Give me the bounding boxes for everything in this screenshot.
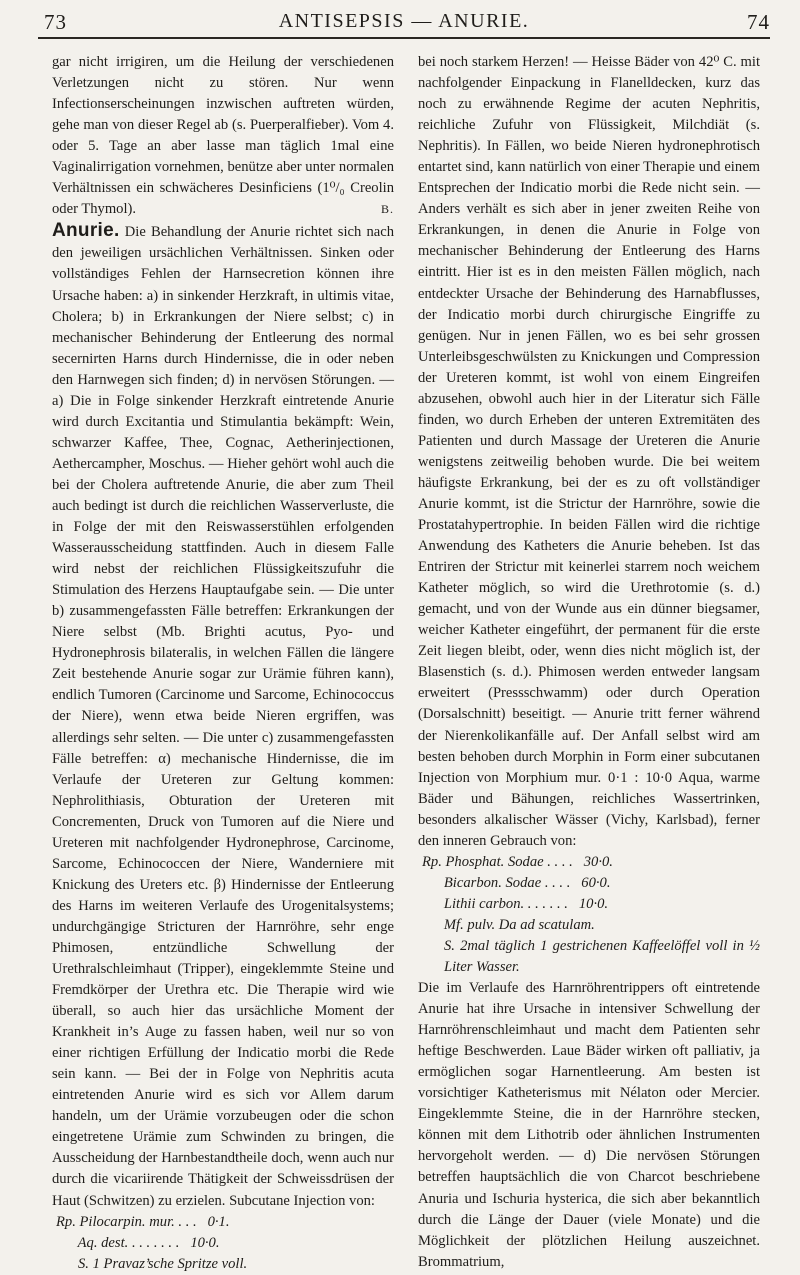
- rx-signa: S. 2mal täglich 1 gestrichenen Kaffeelöffel voll in ½ Liter Wasser.: [444, 937, 760, 976]
- page-header: [38, 4, 770, 34]
- header-rule: [38, 37, 770, 39]
- right-column: [418, 52, 760, 1273]
- author-signature: B.: [380, 202, 394, 217]
- page-number-left: 73: [44, 10, 67, 34]
- section-heading: Anurie.: [52, 220, 120, 242]
- paragraph-anurie: [52, 220, 394, 1211]
- rx-line: Rp. Phosphat. Sodae . . . . 30·0.: [422, 853, 613, 870]
- page-number-right: 74: [747, 10, 770, 34]
- rx-line: Mf. pulv. Da ad scatulam.: [422, 916, 595, 933]
- prescription-2: [418, 852, 760, 978]
- intro-text: gar nicht irrigiren, um die Heilung der verschiedenen Verletzungen nicht zu stören. Nur wenn Infectionserscheinungen inzwischen auftreten würden, gehe man von dieser Regel ab (s. Puerperalfieber). Vom 4. oder 5. Tage an aber lasse man täglich 1mal eine Vaginalirrigation vornehmen, benütze aber unter normalen Verhältnissen ein schwächeres Desinficiens (1⁰/₀ Creolin oder Thymol).: [52, 54, 395, 218]
- rx-line: Rp. Pilocarpin. mur. . . . 0·1.: [56, 1213, 230, 1230]
- left-column: [52, 52, 394, 1275]
- prescription-1: [52, 1212, 394, 1275]
- paragraph-right-2: Die im Verlaufe des Harnröhrentrippers oft eintretende Anurie hat ihre Ursache in intensiver Schwellung der Harnröhrenschleimhaut und macht dem Patienten sehr heftige Beschwerden. Laue Bäder wirken oft palliativ, ja ermöglichen sogar Harnentleerung. Am besten ist vorsichtiger Katheterismus mit Nélaton oder Mercier. Eingeklemmte Steine, die in der Harnröhre stecken, können mit dem Lithotrib oder ähnlichen Instrumenten hervorgeholt werden. — d) Die nervösen Störungen betreffen hauptsächlich die von Charcot beschriebene Anuria und Ischuria hysterica, die sich aber bekanntlich durch die Länge der Dauer (viele Monate) und die Möglichkeit der plötzlichen Heilung auszeichnet. Brommatrium,: [418, 980, 760, 1270]
- anurie-body: Die Behandlung der Anurie richtet sich nach den jeweiligen ursächlichen Verhältnissen. Sinken oder vollständiges Fehlen der Harnsecretion können ihre Ursache haben: a) in sinkender Herzkraft, in ultimis vitae, Cholera; b) in Erkrankungen der Niere selbst; c) in mechanischer Behinderung der Entleerung des normal secernirten Harns durch Hindernisse, die in oder neben den Harnwegen sich finden; d) in nervösen Störungen. — a) Die in Folge sinkender Herzkraft eintretende Anurie wird durch Excitantia und Stimulantia bekämpft: Wein, schwarzer Kaffee, Thee, Cognac, Aetherinjectionen, Aethercampher, Moschus. — Hieher gehört wohl auch die bei der Cholera auftretende Anurie, die aber zum Theil auch bedingt ist durch die reichlichen Wasserverluste, die in Folge der mit den Reiswasserstühlen erfolgenden Wasserausscheidung stattfinden. Auch in diesem Falle wird nebst der reichlichen Flüssigkeitszufuhr die Stimulation des Herzens Hauptaufgabe sein. — Die unter b) zusammengefassten Fälle betreffen: Erkrankungen der Niere selbst (Mb. Brighti acutus, Pyo- und Hydronephrosis bilateralis, in welchen Fällen die längere Zeit bestehende Anurie sogar zur Urämie führen kann), endlich Tumoren (Carcinome und Sarcome, Echinococcus der Niere), wenn etwa beide Nieren ergriffen, was allerdings sehr selten. — Die unter c) zusammengefassten Fälle betreffen: α) mechanische Hindernisse, die im Verlaufe der Ureteren zur Geltung kommen: Nephrolithiasis, Obturation der Ureteren mit Concrementen, Druck von Tumoren auf die Niere und Ureteren mit nachfolgender Hydronephrose, Carcinome, Sarcome, Echinococcen der Niere, Wanderniere mit Knickung des Ureters etc. β) Hindernisse der Entleerung des Harns im weiteren Verlaufe des Urogenitalsystems; undurchgängige Stricturen der Harnröhre, sehr enge Phimosen, entzündliche Schwellung der Urethralschleimhaut (Tripper), eingeklemmte Steine und Fremdkörper der Urethra etc. Die Therapie wird wie überall, so auch hier das ursächliche Moment der Krankheit in’s Auge zu fassen haben, weil nur so von einer richtigen Erfüllung der Indicatio morbi die Rede sein kann. — Bei der in Folge von Nephritis acuta eintretenden Anurie wird es sich vor Allem darum handeln, um der Urämie vorzubeugen oder die schon eingetretene Urämie zum Schwinden zu bringen, die Ausscheidung der Harnbestandtheile doch, wenn auch nur durch die vicariirende Thätigkeit der Schweissdrüsen der Haut (Schwitzen) zu erzielen. Subcutane Injection von:: [52, 224, 394, 1209]
- rx-signa: S. 1 Pravaz’sche Spritze voll.: [78, 1255, 248, 1272]
- rx-line: Lithii carbon. . . . . . . 10·0.: [422, 895, 609, 912]
- rx-line: Bicarbon. Sodae . . . . 60·0.: [422, 874, 611, 891]
- rx-line: Aq. dest. . . . . . . . 10·0.: [56, 1234, 220, 1251]
- paragraph-intro: [52, 52, 394, 220]
- running-title: ANTISEPSIS — ANURIE.: [278, 10, 530, 32]
- paragraph-right-1: bei noch starkem Herzen! — Heisse Bäder von 42⁰ C. mit nachfolgender Einpackung in Flanelldecken, kurz das noch zu erwähnende Regime der acuten Nephritis, reichliche Zufuhr von Flüssigkeit, Milchdiät (s. Nephritis). In Fällen, wo beide Nieren hydronephrotisch entartet sind, kann natürlich von einer Therapie und einem Entsprechen der Indicatio morbi die Rede nicht sein. — Anders verhält es sich aber in jener zweiten Reihe von Erkrankungen, in denen die Anurie in Folge von mechanischer Behinderung der Entleerung des Harns eintritt. Hier ist es in den meisten Fällen möglich, nach entdeckter Ursache der Behinderung des Harnabflusses, der Indicatio morbi durch chirurgische Eingriffe zu genügen. Nur in jenen Fällen, wo es bei sehr grossen Unterleibsgeschwülsten zu Knickungen und Compression der Ureteren kommt, ist wohl von einem Eingreifen abzusehen, obwohl auch hier in der Literatur sich Fälle finden, wo durch Erheben der unteren Extremitäten des Patienten und durch Massage der Ureteren die Anurie wenigstens zeitweilig behoben wurde. Die bei weitem häufigste Erkrankung, bei der es zu oft vollständiger Anurie kommt, ist die Strictur der Harnröhre, sowie die Prostatahypertrophie. In beiden Fällen wird die richtige Anwendung des Katheters die Anurie beheben. Ist das Entriren der Strictur mit keinerlei starrem noch weichem Katheter möglich, so wird die Urethrotomie (s. d.) gemacht, und von der Wunde aus ein dünner biegsamer, weicher Katheter eingeführt, der permanent für die erste Zeit liegen bleibt, oder, wenn dies nicht möglich ist, der Blasenstich (s. d.). Phimosen werden entweder langsam erweitert (Pressschwamm) oder durch Operation (Dorsalschnitt) beseitigt. — Anurie tritt ferner während der Nierenkolikanfälle auf. Der Anfall selbst wird am besten behoben durch Morphin in Form einer subcutanen Injection von Morphium mur. 0·1 : 10·0 Aqua, warme Bäder und Bähungen, reichliches Wassertrinken, besonders alkalischer Wässer (Vichy, Karlsbad), ferner den inneren Gebrauch von:: [418, 54, 760, 849]
